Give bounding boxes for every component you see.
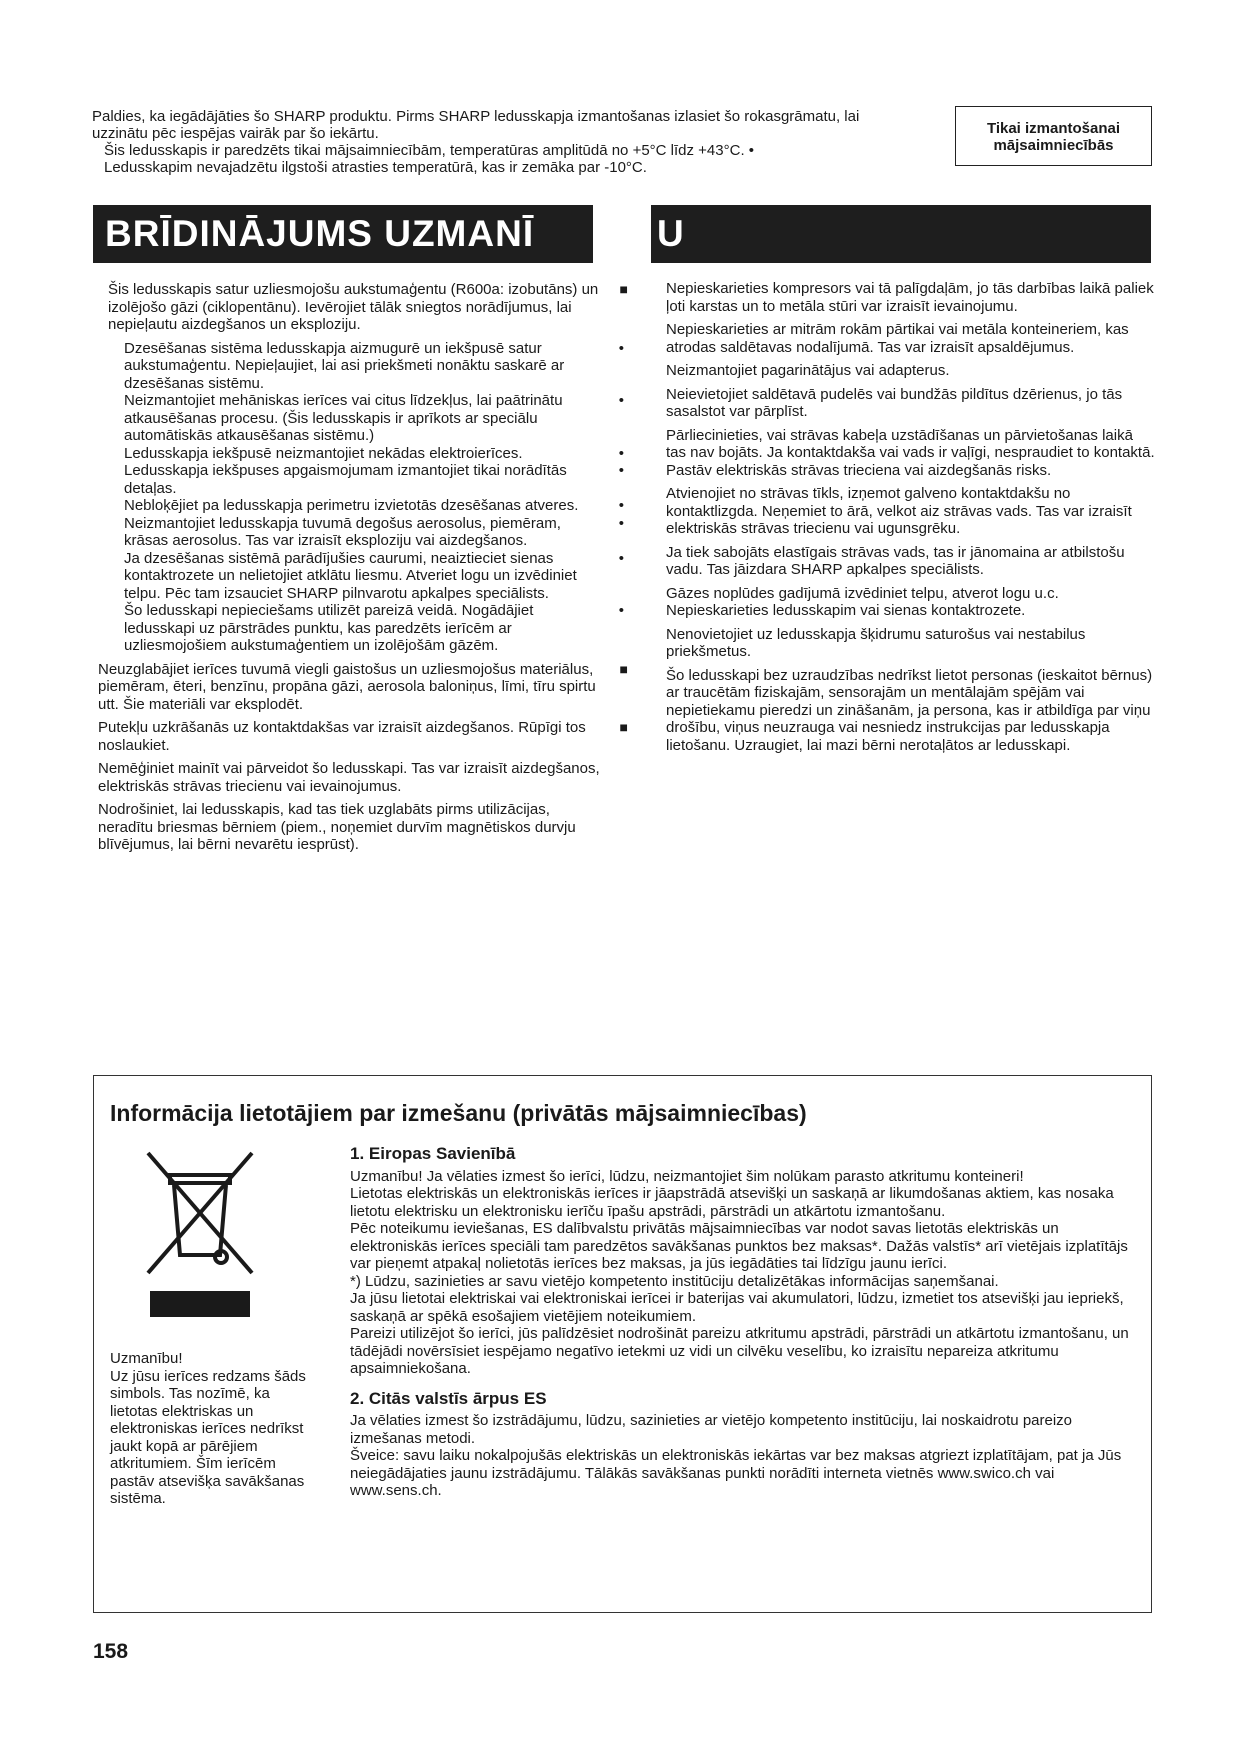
intro-line-3: Ledusskapim nevajadzētu ilgstoši atrasties temperatūrā, kas ir zemāka par -10°C. xyxy=(104,159,647,176)
right-item: Nepieskarieties kompresors vai tā palīgdaļām, jo tās darbības laikā paliek ļoti karstas un to metāla stūri var izraisīt ievainojumu. xyxy=(666,280,1154,315)
right-item: Gāzes noplūdes gadījumā izvēdiniet telpu, atverot logu u.c. Nepieskarieties ledusskapim vai sienas kontaktrozete. xyxy=(666,584,1059,619)
square-bullet-icon: ■ xyxy=(619,281,628,297)
left-subitem: Neizmantojiet mehāniskas ierīces vai citus līdzekļus, lai paātrinātu atkausēšanas procesu. (Šis ledusskapis ir aprīkots ar speciālu automātiskās atkausēšanas sistēmu.) • xyxy=(124,392,624,444)
left-item-volatile: Neuzglabājiet ierīces tuvumā viegli gaistošus un uzliesmojošus materiālus, piemēram, ēteri, benzīnu, propāna gāzi, aerosola baloniņus, līmi, tīru spirtu utt. Šie materiāli var eksplodēt. ■ xyxy=(98,660,628,713)
right-item: Neievietojiet saldētavā pudelēs vai bundžās pildītus dzērienus, jo tās sasalstot var pārplīst. xyxy=(666,385,1123,420)
warning-banner-left: BRĪDINĀJUMS UZMANĪ xyxy=(93,205,593,263)
left-item-storage: Nodrošiniet, lai ledusskapis, kad tas tiek uzglabāts pirms utilizācijas, neradītu briesmas bērniem (piem., noņemiet durvīm magnētiskos durvju blīvējumus, lai bērni nevarētu iesprūst). xyxy=(98,801,576,853)
caption-title: Uzmanību! xyxy=(110,1350,183,1367)
eu-paragraph: Pareizi utilizējot šo ierīci, jūs palīdzēsiet nodrošināt pareizu atkritumu apstrādi, pārstrādi un atkārtotu izmantošanu, un tādējādi novērsīsiet iespējamo negatīvo ietekmi uz vidi un cilvēku veselību, ko izraisītu nepareiza atkritumu apsaimniekošana. xyxy=(350,1325,1129,1377)
left-subitem: Ledusskapja iekšpuses apgaismojumam izmantojiet tikai norādītās detaļas. • xyxy=(124,462,624,497)
intro-text xyxy=(92,108,892,176)
caption-text: Uz jūsu ierīces redzams šāds simbols. Tas nozīmē, ka lietotas elektriskas un elektroniskas ierīces nedrīkst jaukt kopā ar pārējiem atkritumiem. Šīm ierīcēm pastāv atsevišķa savākšanas sistēma. xyxy=(110,1367,306,1507)
domestic-use-box xyxy=(955,106,1152,166)
right-warning-column xyxy=(666,280,1156,760)
right-item: Ja tiek sabojāts elastīgais strāvas vads, tas ir jānomaina ar atbilstošu vadu. Tas jāizdara SHARP apkalpes speciālists. xyxy=(666,543,1125,578)
non-eu-paragraph: Ja vēlaties izmest šo izstrādājumu, lūdzu, sazinieties ar vietējo kompetento institūciju, lai noskaidrotu pareizo izmešanas metodi. xyxy=(350,1412,1073,1447)
domestic-use-line-1: Tikai izmantošanai xyxy=(986,120,1121,137)
non-eu-heading: 2. Citās valstīs ārpus ES xyxy=(350,1388,547,1408)
eu-paragraph: *) Lūdzu, sazinieties ar savu vietējo kompetento institūciju detalizētākas informācijas saņemšanai. xyxy=(350,1272,999,1290)
domestic-use-line-2: mājsaimniecībās xyxy=(993,137,1114,154)
left-subitem: Nebloķējiet pa ledusskapja perimetru izvietotās dzesēšanas atveres. • xyxy=(124,497,624,514)
left-subitem: Dzesēšanas sistēma ledusskapja aizmugurē un iekšpusē satur aukstumaģentu. Nepieļaujiet, lai asi priekšmeti nonāktu saskarē ar dzesēšanas sistēmu. • xyxy=(124,339,624,392)
left-subitem: Ledusskapja iekšpusē neizmantojiet nekādas elektroierīces. • xyxy=(124,444,624,462)
warning-banner-right: U xyxy=(651,205,1151,263)
eu-paragraph: Lietotas elektriskās un elektroniskās ierīces ir jāapstrādā atsevišķi un saskaņā ar likumdošanas aktiem, kas nosaka lietotu elektrisku un elektronisku ierīču īpašu apstrādi, pārstrādi un atkārtotu izmantošanu. xyxy=(350,1185,1114,1220)
right-item: Atvienojiet no strāvas tīkls, izņemot galveno kontaktdakšu no kontaktlizgda. Neņemiet to ārā, velkot aiz strāvas vads. Tas var izraisīt elektriskās strāvas triecienu vai ugunsgrēku. xyxy=(666,485,1132,537)
eu-paragraph: Ja jūsu lietotai elektriskai vai elektroniskai ierīcei ir baterijas vai akumulatori, lūdzu, izmetiet tos atsevišķi jau iepriekš, saskaņā ar spēkā esošajiem vietējiem noteikumiem. xyxy=(350,1290,1124,1325)
left-warning-column xyxy=(98,281,628,860)
right-item: Neizmantojiet pagarinātājus vai adapterus. xyxy=(666,362,950,379)
left-subitem: Šo ledusskapi nepieciešams utilizēt pareizā veidā. Nogādājiet ledusskapi uz pārstrādes punktu, kas paredzēts ierīcēm ar uzliesmojošiem aukstumaģentiem un izolējošām gāzēm. • xyxy=(124,602,624,654)
disposal-caption xyxy=(110,1350,320,1508)
eu-heading: 1. Eiropas Savienībā xyxy=(350,1144,516,1163)
eu-paragraph: Pēc noteikumu ieviešanas, ES dalībvalstu privātās mājsaimniecības var nodot savas lietotās elektriskās un elektroniskās ierīces speciāli tam paredzētos savākšanas punktos bez maksas*. Dažās valstīs* arī vietējais izplatītājs var pieņemt atpakaļ nolietotās ierīces bez maksas, ja jūs iegādāties tai līdzīgu jaunu ierīci. xyxy=(350,1220,1128,1272)
left-item-refrigerant: Šis ledusskapis satur uzliesmojošu aukstumaģentu (R600a: izobutāns) un izolējošo gāzi (ciklopentānu). Ievērojiet tālāk sniegtos norādījumus, lai nepieļautu aizdegšanos un eksploziju. ■ xyxy=(108,281,628,333)
left-item-dust: Putekļu uzkrāšanās uz kontaktdakšas var izraisīt aizdegšanos. Rūpīgi tos noslaukiet. ■ xyxy=(98,719,628,754)
right-item: Nepieskarieties ar mitrām rokām pārtikai vai metāla konteineriem, kas atrodas saldētavas nodalījumā. Tas var izraisīt apsaldējumus. xyxy=(666,321,1129,356)
left-item-modify: Nemēģiniet mainīt vai pārveidot šo ledusskapi. Tas var izraisīt aizdegšanos, elektriskās strāvas triecienu vai ievainojumus. xyxy=(98,760,600,795)
left-subitem: Neizmantojiet ledusskapja tuvumā degošus aerosolus, piemēram, krāsas aerosolus. Tas var izraisīt eksploziju vai aizdegšanos. • xyxy=(124,514,624,549)
eu-paragraph: Uzmanību! Ja vēlaties izmest šo ierīci, lūdzu, neizmantojiet šim nolūkam parasto atkritumu konteineri! xyxy=(350,1167,1024,1185)
disposal-title: Informācija lietotājiem par izmešanu (privātās mājsaimniecības) xyxy=(110,1100,807,1126)
square-bullet-icon: ■ xyxy=(619,660,628,677)
page-number: 158 xyxy=(93,1640,129,1663)
right-item: Šo ledusskapi bez uzraudzības nedrīkst lietot personas (ieskaitot bērnus) ar traucētām fiziskajām, sensorajām un mentālajām spējām vai nepietiekamu pieredzi un zināšanām, ja persona, kas ir atbildīga par viņu drošību, viņus neuzrauga vai nesniedz instrukcijas par ledusskapja lietošanu. Uzraugiet, lai mazi bērni nerotaļātos ar ledusskapi. xyxy=(666,666,1153,754)
right-item: Nenovietojiet uz ledusskapja šķidrumu saturošus vai nestabilus priekšmetus. xyxy=(666,625,1086,660)
intro-line-1: Paldies, ka iegādājāties šo SHARP produktu. Pirms SHARP ledusskapja izmantošanas izlasiet šo rokasgrāmatu, lai uzzinātu pēc iespējas vairāk par šo iekārtu. xyxy=(92,108,860,142)
intro-line-2: Šis ledusskapis ir paredzēts tikai mājsaimniecībām, temperatūras amplitūdā no +5°C līdz +43°C. • xyxy=(104,142,755,159)
left-subitem: Ja dzesēšanas sistēmā parādījušies caurumi, neaiztieciet sienas kontaktrozete un nelietojiet atklātu liesmu. Atveriet logu un izvēdiniet telpu. Pēc tam izsauciet SHARP pilnvarotu apkalpes speciālists. • xyxy=(124,549,624,602)
non-eu-paragraph: Šveice: savu laiku nokalpojušās elektriskās un elektroniskās iekārtas var bez maksas atgriezt izplatītājam, pat ja Jūs neiegādājaties jaunu izstrādājumu. Tālākās savākšanas punkti norādīti interneta vietnēs www.swico.ch vai www.sens.ch. xyxy=(350,1447,1122,1499)
right-item: Pārliecinieties, vai strāvas kabeļa uzstādīšanas un pārvietošanas laikā tas nav bojāts. Ja kontaktdakša vai vads ir vaļīgi, nespraudiet to kontaktā. Pastāv elektriskās strāvas trieciena vai aizdegšanās risks. xyxy=(666,426,1155,479)
disposal-text xyxy=(350,1145,1135,1500)
square-bullet-icon: ■ xyxy=(619,719,628,735)
crossed-bin-icon xyxy=(140,1145,260,1320)
